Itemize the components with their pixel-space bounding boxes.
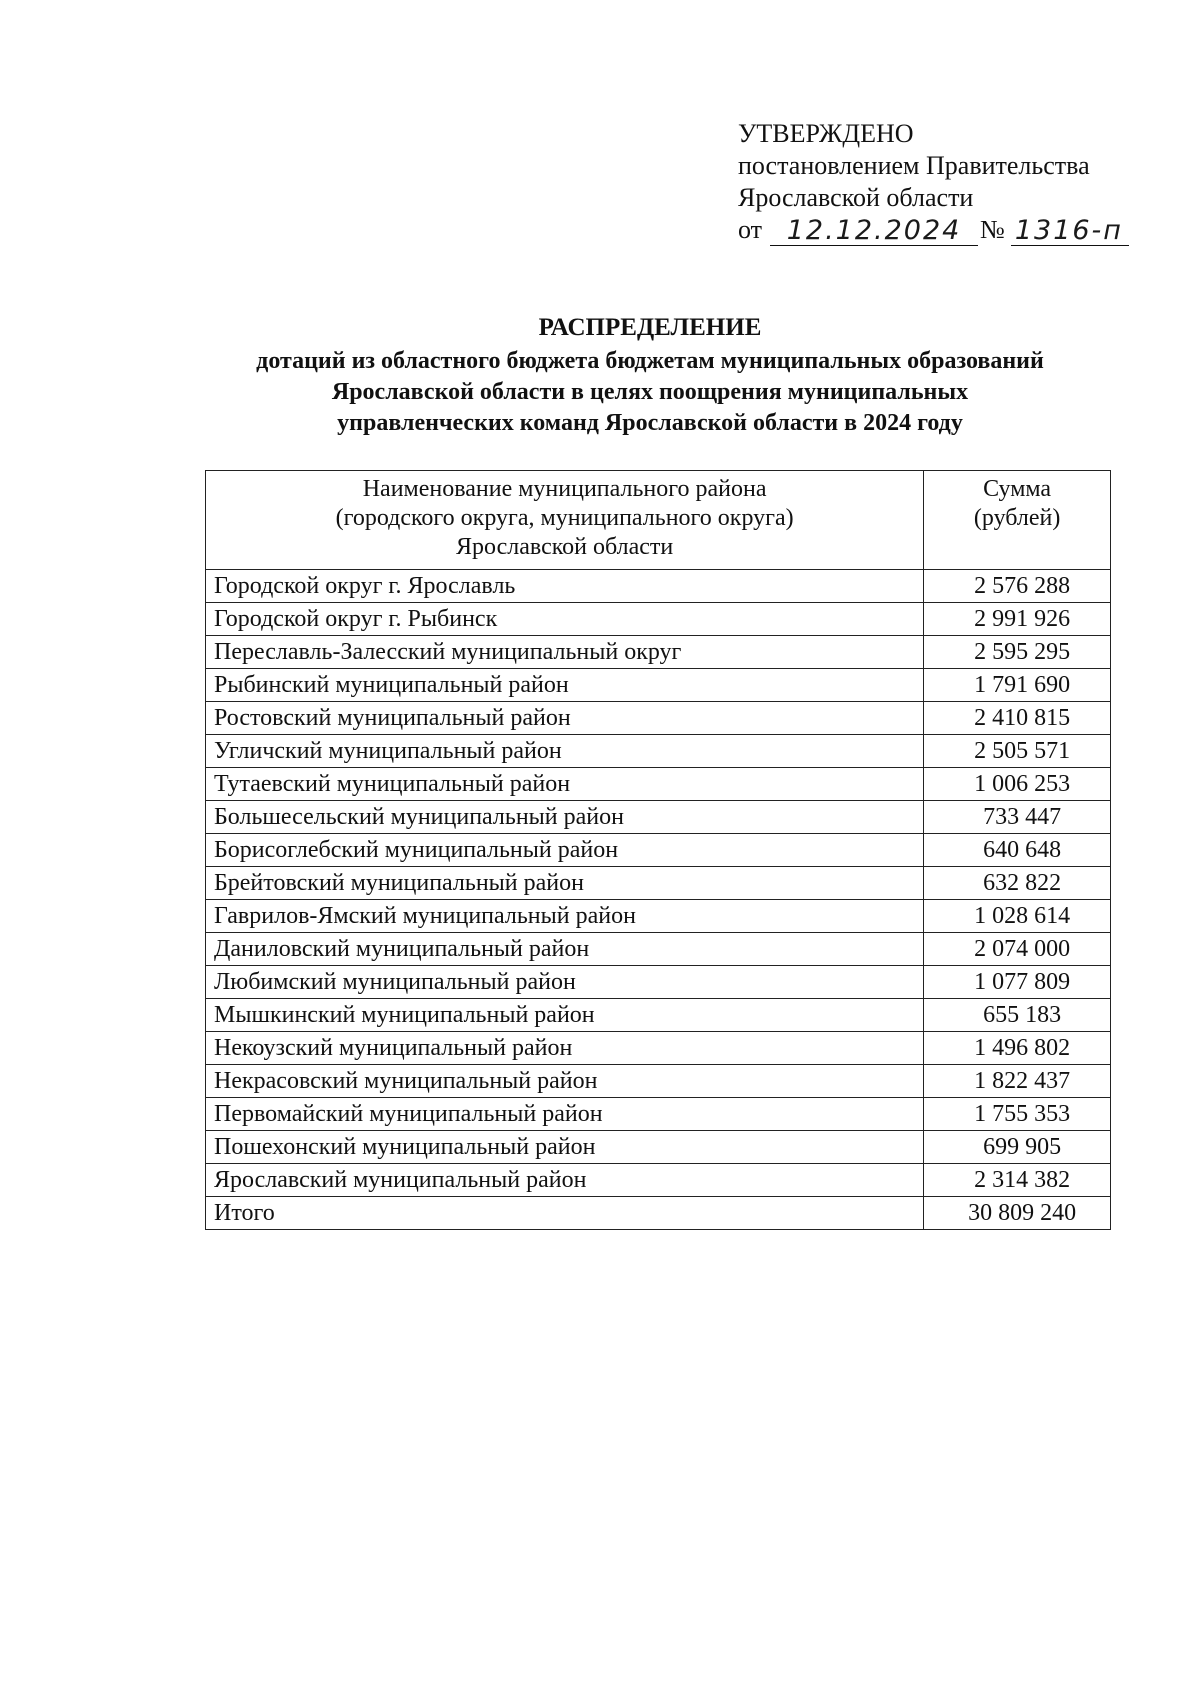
municipality-name: Мышкинский муниципальный район xyxy=(206,999,924,1032)
municipality-name: Любимский муниципальный район xyxy=(206,966,924,999)
municipality-amount: 1 755 353 xyxy=(924,1098,1111,1131)
municipality-name: Пошехонский муниципальный район xyxy=(206,1131,924,1164)
table-header-row xyxy=(206,471,1111,570)
document-title-line-2: Ярославской области в целях поощрения муниципальных xyxy=(331,379,969,405)
municipality-amount: 2 505 571 xyxy=(924,735,1111,768)
municipality-name: Рыбинский муниципальный район xyxy=(206,669,924,702)
table-row xyxy=(206,834,1111,867)
approval-number-label: № xyxy=(980,215,1005,244)
approval-line-resolution: постановлением Правительства xyxy=(738,151,1090,180)
table-body xyxy=(206,570,1111,1230)
table-row xyxy=(206,735,1111,768)
table-row xyxy=(206,768,1111,801)
table-row xyxy=(206,669,1111,702)
municipality-amount: 1 496 802 xyxy=(924,1032,1111,1065)
municipality-name: Ростовский муниципальный район xyxy=(206,702,924,735)
municipality-name: Тутаевский муниципальный район xyxy=(206,768,924,801)
municipality-amount: 640 648 xyxy=(924,834,1111,867)
table-row xyxy=(206,1098,1111,1131)
municipality-name: Городской округ г. Ярославль xyxy=(206,570,924,603)
approval-stamp xyxy=(738,118,1129,246)
municipality-name: Гаврилов-Ямский муниципальный район xyxy=(206,900,924,933)
table-row xyxy=(206,933,1111,966)
municipality-amount: 2 314 382 xyxy=(924,1164,1111,1197)
table-row xyxy=(206,1065,1111,1098)
header-amount xyxy=(924,471,1111,570)
municipality-name: Даниловский муниципальный район xyxy=(206,933,924,966)
municipality-amount: 1 077 809 xyxy=(924,966,1111,999)
document-title-main: РАСПРЕДЕЛЕНИЕ xyxy=(538,314,762,341)
header-amount-line-2: (рублей) xyxy=(973,505,1061,531)
table-row xyxy=(206,1164,1111,1197)
header-municipality-line-2: (городского округа, муниципального округа) xyxy=(335,505,794,531)
municipality-amount: 2 991 926 xyxy=(924,603,1111,636)
municipality-amount: 2 074 000 xyxy=(924,933,1111,966)
municipality-name: Ярославский муниципальный район xyxy=(206,1164,924,1197)
document-title-line-3: управленческих команд Ярославской области в 2024 году xyxy=(337,410,963,436)
table-row xyxy=(206,801,1111,834)
document-title xyxy=(150,312,1150,439)
header-municipality-line-1: Наименование муниципального района xyxy=(362,476,767,502)
document-title-line-1: дотаций из областного бюджета бюджетам муниципальных образований xyxy=(256,348,1044,374)
header-municipality-line-3: Ярославской области xyxy=(455,534,674,560)
approval-date: 12.12.2024 xyxy=(770,217,978,246)
municipality-amount: 655 183 xyxy=(924,999,1111,1032)
table-row xyxy=(206,867,1111,900)
municipality-amount: 2 576 288 xyxy=(924,570,1111,603)
table-row xyxy=(206,1131,1111,1164)
table-row xyxy=(206,1032,1111,1065)
municipality-name: Брейтовский муниципальный район xyxy=(206,867,924,900)
header-municipality xyxy=(206,471,924,570)
total-amount: 30 809 240 xyxy=(924,1197,1111,1230)
municipality-name: Переславль-Залесский муниципальный округ xyxy=(206,636,924,669)
municipality-amount: 699 905 xyxy=(924,1131,1111,1164)
municipality-amount: 1 822 437 xyxy=(924,1065,1111,1098)
table-row xyxy=(206,570,1111,603)
header-amount-line-1: Сумма xyxy=(983,476,1052,502)
municipality-amount: 1 028 614 xyxy=(924,900,1111,933)
municipality-name: Большесельский муниципальный район xyxy=(206,801,924,834)
table-row xyxy=(206,900,1111,933)
approval-title: УТВЕРЖДЕНО xyxy=(738,119,914,148)
municipality-amount: 2 410 815 xyxy=(924,702,1111,735)
municipality-name: Некрасовский муниципальный район xyxy=(206,1065,924,1098)
municipality-amount: 1 006 253 xyxy=(924,768,1111,801)
total-label: Итого xyxy=(206,1197,924,1230)
municipality-amount: 733 447 xyxy=(924,801,1111,834)
approval-line-region: Ярославской области xyxy=(738,183,974,212)
approval-from-label: от xyxy=(738,215,763,244)
municipality-name: Угличский муниципальный район xyxy=(206,735,924,768)
table-total-row xyxy=(206,1197,1111,1230)
municipality-name: Городской округ г. Рыбинск xyxy=(206,603,924,636)
table-row xyxy=(206,999,1111,1032)
municipality-name: Первомайский муниципальный район xyxy=(206,1098,924,1131)
approval-date-number-row xyxy=(738,214,1129,246)
table-row xyxy=(206,603,1111,636)
approval-number: 1316-п xyxy=(1011,217,1129,246)
table-row xyxy=(206,636,1111,669)
table-row xyxy=(206,702,1111,735)
municipality-amount: 1 791 690 xyxy=(924,669,1111,702)
table-row xyxy=(206,966,1111,999)
municipality-name: Борисоглебский муниципальный район xyxy=(206,834,924,867)
municipality-name: Некоузский муниципальный район xyxy=(206,1032,924,1065)
municipality-amount: 2 595 295 xyxy=(924,636,1111,669)
distribution-table xyxy=(205,470,1111,1230)
municipality-amount: 632 822 xyxy=(924,867,1111,900)
